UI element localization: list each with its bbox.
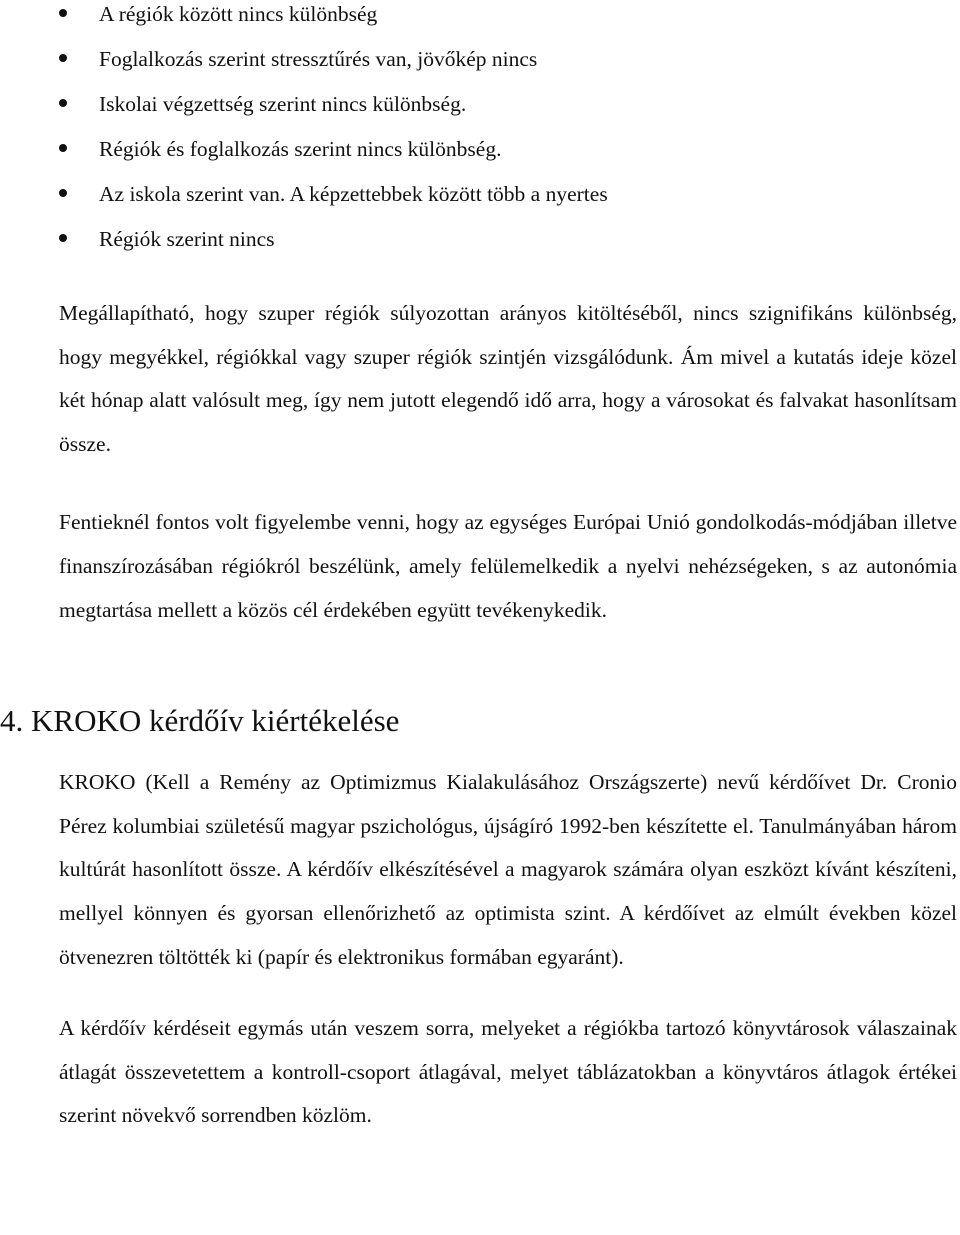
bullet-text: Iskolai végzettség szerint nincs különbség. <box>99 92 467 116</box>
paragraph-eu-regions: Fentieknél fontos volt figyelembe venni, hogy az egységes Európai Unió gondolkodás-módjában illetve finanszírozásában régiókról beszélünk, amely felülemelkedik a nyelvi nehézségeken, s az autonómia megtartása mellett a közös cél érdekében együtt tevékenykedik. <box>59 510 957 622</box>
bullet-dot-icon <box>59 234 67 242</box>
bullet-text: A régiók között nincs különbség <box>99 2 378 26</box>
paragraph-kroko-method: A kérdőív kérdéseit egymás után veszem sorra, melyeket a régiókba tartozó könyvtárosok válaszainak átlagát összevetettem a kontroll-csoport átlagával, melyet táblázatokban a könyvtáros átlagok értékei szerint növekvő sorrendben közlöm. <box>59 1016 957 1128</box>
bullet-dot-icon <box>59 144 67 152</box>
section-heading-text: 4. KROKO kérdőív kiértékelése <box>0 703 400 739</box>
bullet-text: Az iskola szerint van. A képzettebbek között több a nyertes <box>99 182 608 206</box>
section-heading <box>0 701 957 741</box>
bullet-item <box>79 44 957 89</box>
bullet-item <box>79 224 957 269</box>
paragraph-regions-finding: Megállapítható, hogy szuper régiók súlyozottan arányos kitöltéséből, nincs szignifikáns különbség, hogy megyékkel, régiókkal vagy szuper régiók szintjén vizsgálódunk. Ám mivel a kutatás ideje közel két hónap alatt valósult meg, így nem jutott elegendő idő arra, hogy a városokat és falvakat hasonlítsam össze. <box>59 301 957 456</box>
bullet-text: Foglalkozás szerint stressztűrés van, jövőkép nincs <box>99 47 538 71</box>
bullet-dot-icon <box>59 9 67 17</box>
bullet-text: Régiók szerint nincs <box>99 227 275 251</box>
bullet-list <box>79 0 957 269</box>
bullet-item <box>79 134 957 179</box>
bullet-item <box>79 0 957 44</box>
bullet-dot-icon <box>59 99 67 107</box>
bullet-item <box>79 179 957 224</box>
bullet-dot-icon <box>59 189 67 197</box>
bullet-item <box>79 89 957 134</box>
paragraph-kroko-intro: KROKO (Kell a Remény az Optimizmus Kialakulásához Országszerte) nevű kérdőívet Dr. Cronio Pérez kolumbiai születésű magyar pszichológus, újságíró 1992-ben készítette el. Tanulmányában három kultúrát hasonlított össze. A kérdőív elkészítésével a magyarok számára olyan eszközt kívánt készíteni, mellyel könnyen és gyorsan ellenőrizhető az optimista szint. A kérdőívet az elmúlt években közel ötvenezren töltötték ki (papír és elektronikus formában egyaránt). <box>59 770 957 969</box>
bullet-dot-icon <box>59 54 67 62</box>
bullet-text: Régiók és foglalkozás szerint nincs különbség. <box>99 137 502 161</box>
